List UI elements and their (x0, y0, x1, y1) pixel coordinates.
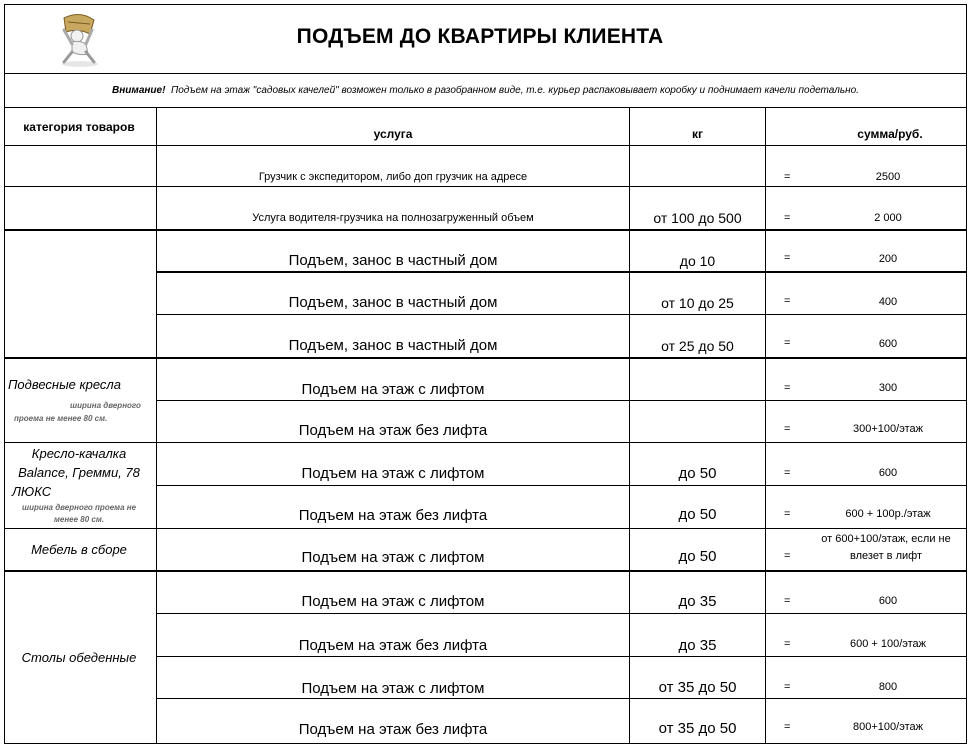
row-sum: 2500 (875, 171, 901, 183)
row-kg: от 35 до 50 (658, 679, 737, 696)
page-title: ПОДЪЕМ ДО КВАРТИРЫ КЛИЕНТА (296, 25, 664, 48)
row-eq: = (784, 423, 791, 435)
col-divider (765, 108, 766, 744)
row-kg: до 50 (678, 465, 717, 482)
row-sum: 2 000 (874, 212, 902, 224)
row-kg: от 100 до 500 (653, 210, 742, 226)
row-eq: = (784, 595, 791, 607)
row-eq: = (784, 295, 791, 307)
row-kg: до 35 (678, 637, 717, 654)
category-rocking-chair-line2: Balance, Гремми, 78 (18, 465, 140, 480)
row-eq: = (784, 382, 791, 394)
row-service: Подъем, занос в частный дом (288, 337, 498, 354)
row-sum: 300 (878, 382, 898, 394)
header-category: категория товаров (23, 120, 135, 134)
row-service: Подъем на этаж с лифтом (301, 465, 485, 482)
category-rocking-chair: Кресло-качалка (31, 446, 127, 461)
row-eq: = (784, 252, 791, 264)
category-rocking-chair-line3: ЛЮКС (12, 484, 52, 499)
row-eq: = (784, 337, 791, 349)
row-eq: = (784, 681, 791, 693)
row-kg: до 50 (678, 506, 717, 523)
row-eq: = (784, 467, 791, 479)
header-service: услуга (373, 127, 413, 141)
row-kg: до 35 (678, 593, 717, 610)
mascot-icon (50, 12, 110, 68)
row-divider (4, 229, 967, 231)
row-divider (4, 442, 967, 443)
row-sum: 600 (878, 467, 898, 479)
category-hanging-chairs: Подвесные кресла (8, 377, 121, 392)
row-sum-line1: от 600+100/этаж, если не (821, 533, 951, 545)
divider (4, 73, 967, 74)
category-note: ширина дверного (70, 401, 141, 410)
row-service: Грузчик с экспедитором, либо доп грузчик на адресе (258, 171, 528, 183)
row-divider (156, 698, 967, 699)
row-divider (4, 357, 967, 359)
row-eq: = (784, 171, 791, 183)
row-service: Подъем на этаж без лифта (298, 507, 488, 524)
category-note: ширина дверного проема не (21, 503, 137, 512)
row-kg: от 35 до 50 (658, 720, 737, 737)
row-eq: = (784, 508, 791, 520)
row-eq: = (784, 212, 791, 224)
row-service: Подъем на этаж без лифта (298, 721, 488, 738)
row-service: Подъем, занос в частный дом (288, 294, 498, 311)
category-note: проема не менее 80 см. (14, 414, 108, 423)
divider (4, 145, 967, 146)
row-service: Подъем на этаж с лифтом (301, 381, 485, 398)
row-sum-line2: влезет в лифт (850, 550, 922, 562)
row-sum: 600 (878, 595, 898, 607)
header-sum: сумма/руб. (857, 127, 923, 141)
row-service: Подъем на этаж с лифтом (301, 680, 485, 697)
row-divider (156, 314, 967, 315)
row-sum: 300+100/этаж (853, 423, 923, 435)
row-service: Подъем на этаж без лифта (298, 422, 488, 439)
row-service: Услуга водителя-грузчика на полнозагруженный объем (252, 212, 534, 224)
row-service: Подъем на этаж без лифта (298, 637, 488, 654)
notice-text (4, 85, 967, 96)
row-kg: до 50 (678, 548, 717, 565)
row-divider (156, 271, 967, 273)
row-sum: 800+100/этаж (853, 721, 923, 733)
row-sum: 800 (878, 681, 898, 693)
row-divider (4, 186, 967, 187)
header-kg: кг (691, 127, 703, 141)
row-sum: 600 + 100/этаж (849, 638, 927, 650)
row-divider (156, 613, 967, 614)
row-kg: от 25 до 50 (661, 338, 734, 354)
row-sum: 200 (878, 253, 898, 265)
row-divider (4, 528, 967, 529)
row-divider (156, 485, 967, 486)
row-eq: = (784, 550, 791, 562)
row-divider (156, 656, 967, 657)
row-eq: = (784, 721, 791, 733)
row-divider (4, 570, 967, 572)
sheet-frame (4, 4, 967, 744)
category-dining-tables: Столы обеденные (21, 650, 137, 665)
notice-label: Внимание! (112, 85, 166, 96)
row-sum: 600 + 100р./этаж (845, 508, 931, 520)
row-eq: = (784, 638, 791, 650)
row-service: Подъем, занос в частный дом (288, 252, 498, 269)
row-kg: до 10 (679, 253, 716, 269)
row-kg: от 10 до 25 (661, 295, 734, 311)
row-service: Подъем на этаж с лифтом (301, 593, 485, 610)
category-note: менее 80 см. (53, 515, 105, 524)
row-sum: 400 (878, 296, 898, 308)
notice-body: Подъем на этаж "садовых качелей" возможен только в разобранном виде, т.е. курьер распаковывает коробку и поднимает качели подетально. (170, 85, 859, 96)
row-divider (156, 400, 967, 401)
row-service: Подъем на этаж с лифтом (301, 549, 485, 566)
row-sum: 600 (878, 338, 898, 350)
category-assembled-furniture: Мебель в сборе (31, 542, 127, 557)
divider (4, 107, 967, 108)
